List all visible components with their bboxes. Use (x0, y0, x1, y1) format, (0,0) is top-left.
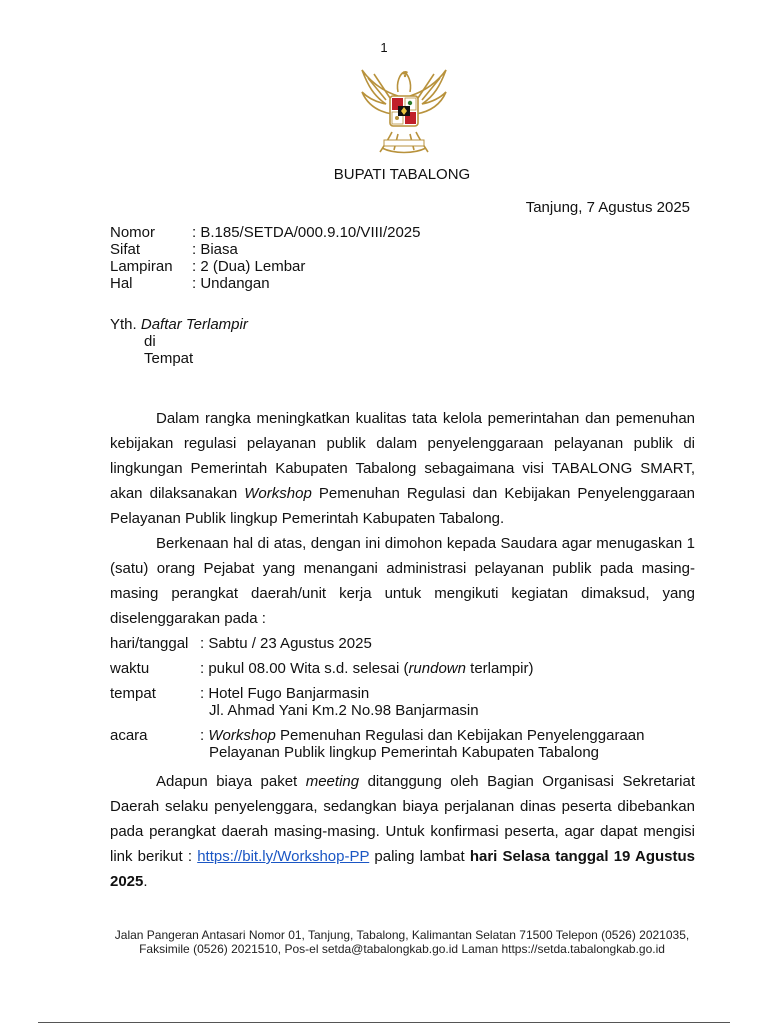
footer-address-line: Jalan Pangeran Antasari Nomor 01, Tanjung, Tabalong, Kalimantan Selatan 71500 Telepon (0526) 2021035, (114, 928, 690, 942)
recipient-name: Daftar Terlampir (140, 316, 248, 333)
text-emphasis: meeting (305, 773, 360, 790)
footer-contact-line: Faksimile (0526) 2021510, Pos-el setda@tabalongkab.go.id Laman https://setda.tabalongkab.go.id (139, 942, 665, 956)
detail-label: waktu (110, 660, 150, 677)
text-span: Pemenuhan Regulasi dan Kebijakan Penyelenggaraan (280, 727, 645, 744)
detail-value (200, 727, 695, 761)
text-span: Pemenuhan Regulasi dan Kebijakan Penyelenggaraan Pelayanan Publik lingkup Pemerintah Kabupaten Tabalong. (110, 485, 695, 527)
recipient-prefix: Yth. (110, 316, 137, 333)
page-number: 1 (380, 40, 388, 55)
text-emphasis: rundown (408, 660, 466, 677)
place-address: Jl. Ahmad Yani Km.2 No.98 Banjarmasin (209, 702, 479, 719)
recipient-line (110, 316, 248, 333)
letter-body (110, 406, 695, 894)
paragraph-3 (110, 769, 695, 894)
detail-label: tempat (110, 685, 156, 702)
recipient-di: di (144, 333, 156, 350)
text-span: ditanggung oleh Bagian Organisasi Sekretariat Daerah selaku penyelenggara, sedangkan biaya perjalanan dinas peserta dibebankan pada perangkat daerah masing-masing. Untuk konfirmasi peserta, agar dapat mengisi link berikut : (110, 773, 696, 865)
text-span: : pukul 08.00 Wita s.d. selesai ( (200, 660, 409, 677)
text-span: Adapun biaya paket (156, 773, 298, 790)
paragraph-2: Berkenaan hal di atas, dengan ini dimohon kepada Saudara agar menugaskan 1 (satu) orang Pejabat yang menangani administrasi pelayanan publik pada masing-masing perangkat daerah/unit kerja untuk mengikuti kegiatan dimaksud, yang diselenggarakan pada : (110, 535, 695, 627)
detail-row-place (110, 681, 695, 723)
text-span: : (200, 727, 205, 744)
place-name: : Hotel Fugo Banjarmasin (200, 685, 370, 702)
meta-value: : Biasa (192, 241, 238, 258)
event-line-1 (200, 727, 695, 744)
meta-label: Nomor (110, 224, 156, 241)
meta-label: Hal (110, 275, 133, 292)
meta-value: : B.185/SETDA/000.9.10/VIII/2025 (192, 224, 421, 241)
meta-row-lampiran (110, 258, 420, 275)
detail-value (200, 656, 695, 681)
meta-label: Sifat (110, 241, 141, 258)
text-span: paling lambat (374, 848, 465, 865)
recipient-block (110, 316, 248, 367)
garuda-pancasila-emblem-icon (358, 62, 450, 158)
letter-date: Tanjung, 7 Agustus 2025 (525, 199, 690, 216)
recipient-place: Tempat (144, 350, 194, 367)
meta-row-nomor (110, 224, 420, 241)
text-emphasis: Workshop (244, 485, 312, 502)
text-emphasis: Workshop (208, 727, 276, 744)
footer-divider (38, 1022, 730, 1023)
meta-row-sifat (110, 241, 420, 258)
detail-row-date (110, 631, 695, 656)
letter-meta (110, 224, 420, 292)
detail-label: acara (110, 727, 148, 744)
text-span: Dalam rangka meningkatkan kualitas tata kelola pemerintahan dan pemenuhan kebijakan regulasi pelayanan publik dalam penyelenggaraan pelayanan publik di lingkungan Pemerintah Kabupaten Tabalong sebagaimana visi TABALONG SMART, akan dilaksanakan (110, 410, 695, 502)
detail-row-event (110, 723, 695, 765)
page-title: BUPATI TABALONG (333, 166, 471, 183)
text-span: terlampir) (470, 660, 534, 677)
event-line-2: Pelayanan Publik lingkup Pemerintah Kabupaten Tabalong (209, 744, 600, 761)
deadline-text: hari Selasa tanggal 19 Agustus 2025 (110, 848, 695, 890)
meta-value: : 2 (Dua) Lembar (192, 258, 306, 275)
detail-value: : Sabtu / 23 Agustus 2025 (200, 635, 372, 652)
detail-value (200, 685, 695, 719)
meta-label: Lampiran (110, 258, 173, 275)
meta-value: : Undangan (192, 275, 270, 292)
detail-row-time (110, 656, 695, 681)
detail-label: hari/tanggal (110, 635, 189, 652)
meta-row-hal (110, 275, 420, 292)
text-span: . (143, 873, 148, 890)
letterhead-footer (0, 928, 768, 956)
paragraph-1 (110, 406, 695, 531)
registration-link[interactable]: https://bit.ly/Workshop-PP (197, 848, 370, 865)
